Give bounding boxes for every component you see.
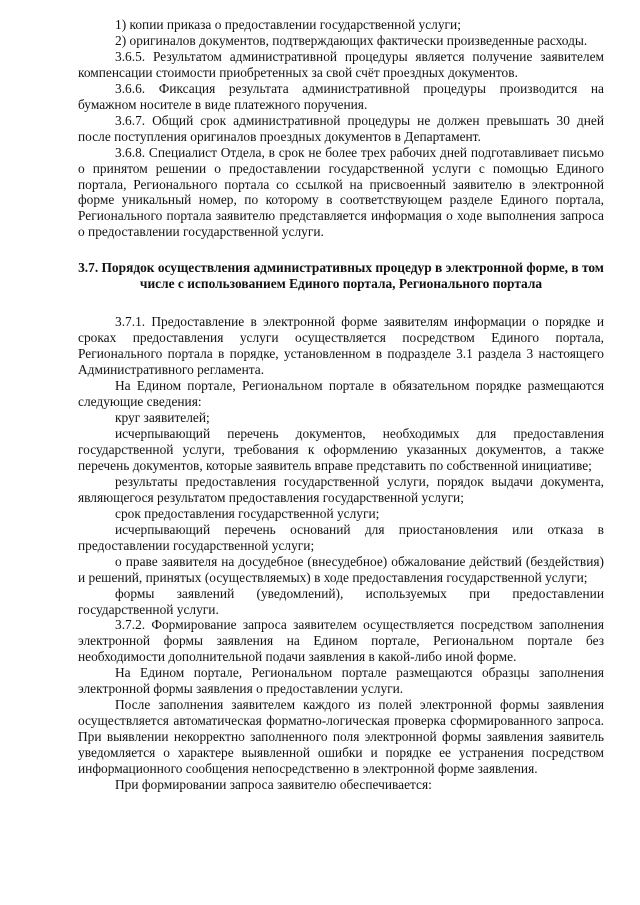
document-page xyxy=(78,17,604,793)
list-item-refusal-grounds: исчерпывающий перечень оснований для приостановления или отказа в предоставлении государственной услуги; xyxy=(78,521,604,553)
paragraph-3-6-6: 3.6.6. Фиксация результата административной процедуры производится на бумажном носителе в виде платежного поручения. xyxy=(78,80,604,112)
list-item-original-documents: 2) оригиналов документов, подтверждающих фактически произведенные расходы. xyxy=(115,32,588,48)
paragraph-3-6-8: 3.6.8. Специалист Отдела, в срок не более трех рабочих дней подготавливает письмо о принятом решении о предоставлении государственной услуги с помощью Единого портала, Регионального портала со ссылкой на присвоенный заявителю в электронной форме уникальный номер, по которому в соответствующем разделе Единого портала, Регионального портала заявителю представляется информация о ходе выполнения запроса о предоставлении государственной услуги. xyxy=(78,144,604,240)
paragraph-3-6-7: 3.6.7. Общий срок административной процедуры не должен превышать 30 дней после поступления оригиналов проездных документов в Департамент. xyxy=(78,112,604,144)
list-item-term: срок предоставления государственной услуги; xyxy=(115,505,380,521)
list-item-order-copies: 1) копии приказа о предоставлении государственной услуги; xyxy=(115,17,461,32)
paragraph-portal-info-intro: На Едином портале, Региональном портале в обязательном порядке размещаются следующие сведения: xyxy=(78,378,604,410)
list-item-documents-list: исчерпывающий перечень документов, необходимых для предоставления государственной услуги, требования к оформлению указанных документов, а также перечень документов, которые заявитель вправе представить по собственной инициативе; xyxy=(78,426,604,473)
paragraph-format-check: После заполнения заявителем каждого из полей электронной формы заявления осуществляется автоматическая форматно-логическая проверка сформированного запроса. При выявлении некорректно заполненного поля электронной формы заявления заявитель уведомляется о характере выявленной ошибки и порядке ее устранения посредством информационного сообщения непосредственно в электронной форме заявления. xyxy=(78,697,604,777)
paragraph-3-6-5: 3.6.5. Результатом административной процедуры является получение заявителем компенсации стоимости приобретенных за свой счёт проездных документов. xyxy=(78,48,604,80)
list-item-forms: формы заявлений (уведомлений), используемых при предоставлении государственной услуги. xyxy=(78,585,604,617)
paragraph-3-7-2: 3.7.2. Формирование запроса заявителем осуществляется посредством заполнения электронной формы заявления на Едином портале, Региональном портале без необходимости дополнительной подачи заявления в какой-либо иной форме. xyxy=(78,617,604,665)
section-heading-3-7: 3.7. Порядок осуществления административных процедур в электронной форме, в том числе с использованием Единого портала, Регионального портала xyxy=(78,260,604,292)
paragraph-form-samples: На Едином портале, Региональном портале размещаются образцы заполнения электронной формы заявления о предоставлении услуги. xyxy=(78,665,604,697)
paragraph-request-provided: При формировании запроса заявителю обеспечивается: xyxy=(115,776,432,792)
paragraph-3-7-1: 3.7.1. Предоставление в электронной форме заявителям информации о порядке и сроках предоставления услуги осуществляется посредством Единого портала, Регионального портала в порядке, установленном в подразделе 3.1 раздела 3 настоящего Административного регламента. xyxy=(78,314,604,378)
list-item-results: результаты предоставления государственной услуги, порядок выдачи документа, являющегося результатом предоставления государственной услуги; xyxy=(78,473,604,505)
list-item-appeal-right: о праве заявителя на досудебное (внесудебное) обжалование действий (бездействия) и решений, принятых (осуществляемых) в ходе предоставления государственной услуги; xyxy=(78,553,604,585)
list-item-applicants: круг заявителей; xyxy=(115,410,210,426)
